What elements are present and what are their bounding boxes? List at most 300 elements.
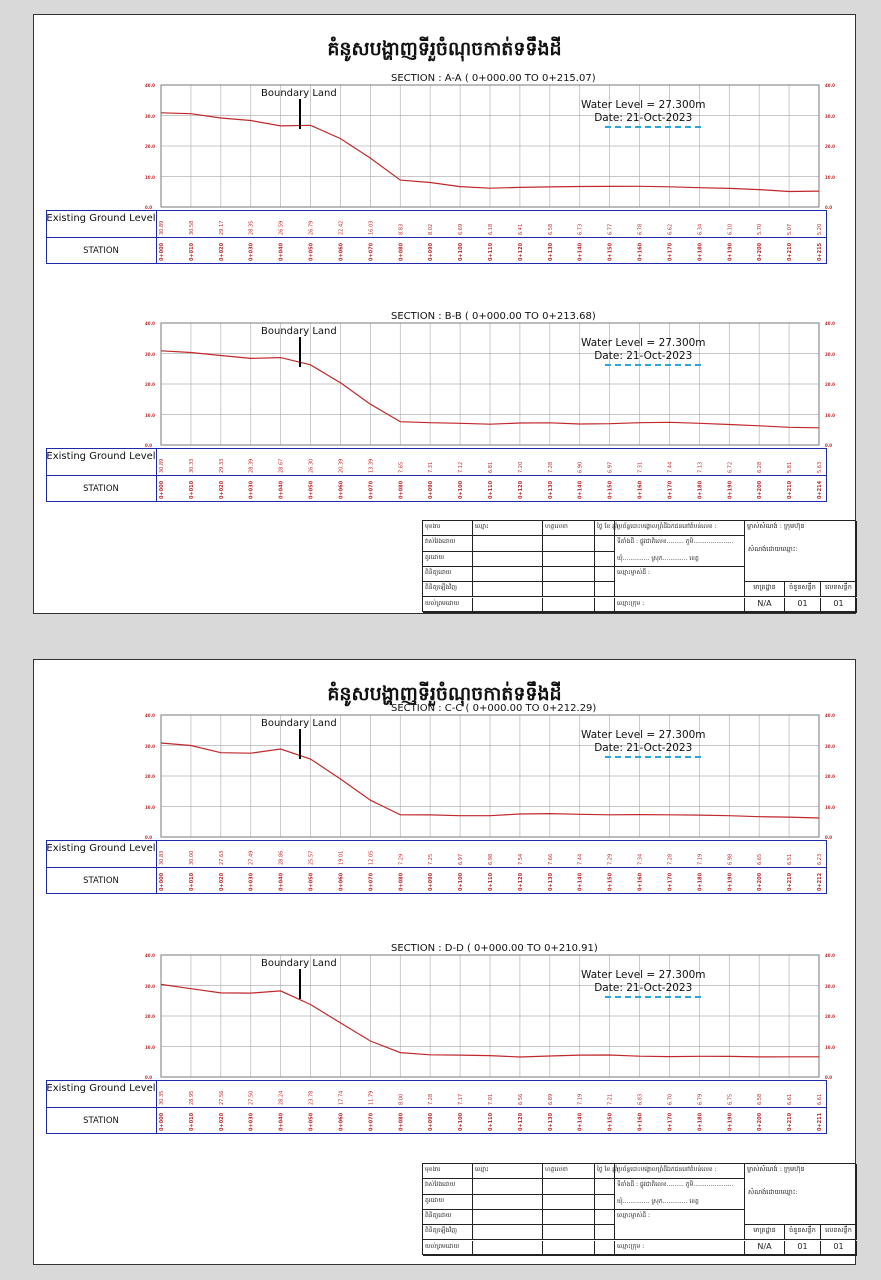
water-level-date: Date: 21-Oct-2023	[594, 350, 693, 362]
station-value: 0+210	[787, 480, 794, 499]
water-level-text: Water Level = 27.300m	[581, 99, 706, 111]
station-value: 0+060	[338, 1112, 345, 1131]
ground-level-row-label: Existing Ground Level	[46, 451, 156, 462]
drawing-sheet	[33, 14, 856, 614]
station-value: 0+110	[488, 242, 494, 261]
y-tick-label: 0.0	[825, 835, 833, 840]
title-block-owner: ម្ចាស់សំណង់ : ក្រុមហ៊ុន	[745, 521, 857, 582]
ground-level-value: 6.97	[607, 461, 614, 473]
title-block-design: សំណង់ដោយឈ្មោះ:	[748, 1188, 798, 1196]
water-level-note	[581, 729, 706, 755]
title-block-cell: ថ្ងៃ ខែ ឆ្នាំ	[595, 1164, 615, 1179]
title-block-cell	[595, 598, 615, 613]
station-value: 0+030	[248, 1112, 255, 1131]
title-block-cell	[473, 1210, 543, 1225]
title-block-survey-name: ឈ្មោះក្រុម :	[615, 1241, 745, 1256]
ground-level-value: 6.41	[517, 223, 524, 235]
ground-level-value: 30.00	[188, 850, 195, 865]
y-tick-label: 40.0	[145, 953, 155, 958]
ground-level-value: 27.63	[218, 850, 225, 865]
ground-level-value: 5.07	[787, 223, 794, 235]
row-label-separator	[156, 840, 157, 894]
title-block-owner: ម្ចាស់សំណង់ : ក្រុមហ៊ុន	[745, 1164, 857, 1225]
ground-level-value: 6.10	[727, 223, 734, 235]
station-value: 0+090	[428, 242, 435, 261]
boundary-land-marker	[299, 729, 301, 759]
title-block-row-label: គូរដោយ	[423, 552, 473, 567]
ground-level-value: 26.59	[278, 220, 285, 235]
station-value: 0+160	[637, 480, 644, 499]
water-level-dash	[605, 126, 701, 128]
title-block-row-label: យល់ព្រមដោយ	[423, 1241, 473, 1256]
station-value: 0+010	[188, 242, 195, 261]
y-tick-label: 20.0	[825, 774, 835, 779]
y-tick-label: 10.0	[145, 412, 155, 418]
y-tick-label: 20.0	[145, 144, 155, 149]
title-block-cell	[543, 582, 595, 597]
sheet-title: គំនូសបង្ហាញទីរួចំណុចកាត់ទទឹងដី	[327, 38, 562, 60]
y-tick-label: 0.0	[145, 443, 153, 448]
ground-level-value: 27.49	[248, 850, 255, 865]
ground-level-value: 7.17	[458, 1093, 465, 1105]
title-block-cell: ថ្ងៃ ខែ ឆ្នាំ	[595, 521, 615, 536]
boundary-land-label: Boundary Land	[261, 88, 337, 99]
ground-level-value: 17.74	[338, 1090, 345, 1105]
title-block-header: មាត្រដ្ឋាន	[745, 582, 785, 597]
ground-level-value: 7.29	[607, 853, 614, 865]
water-level-text: Water Level = 27.300m	[581, 337, 706, 349]
station-value: 0+020	[218, 872, 225, 891]
y-tick-label: 30.0	[145, 351, 155, 357]
station-value: 0+215	[817, 242, 823, 261]
ground-level-value: 6.89	[547, 1093, 554, 1105]
title-block-cell	[595, 1195, 615, 1210]
station-value: 0+170	[667, 242, 674, 261]
water-level-note	[581, 969, 706, 995]
station-value: 0+180	[697, 480, 704, 499]
station-value: 0+190	[727, 480, 734, 499]
station-value: 0+130	[547, 1112, 554, 1131]
title-block-value: 01	[785, 598, 821, 613]
water-level-date: Date: 21-Oct-2023	[594, 982, 693, 994]
station-value: 0+150	[607, 872, 614, 891]
ground-level-value: 13.39	[368, 458, 375, 473]
y-tick-label: 20.0	[825, 382, 835, 387]
station-value: 0+160	[637, 242, 644, 261]
section-profile-chart	[161, 715, 819, 837]
title-block-cell	[595, 1225, 615, 1240]
ground-level-value: 26.79	[308, 220, 315, 235]
station-value: 0+000	[159, 1112, 165, 1131]
station-value: 0+030	[248, 872, 255, 891]
ground-level-value: 28.24	[278, 1090, 285, 1105]
title-block-cell	[543, 1195, 595, 1210]
ground-level-value: 22.42	[338, 220, 345, 235]
title-block-cell	[595, 1241, 615, 1256]
title-block-row-label: មុខងារ	[423, 521, 473, 536]
title-block-cell	[595, 1210, 615, 1225]
ground-level-value: 6.73	[577, 223, 584, 235]
ground-level-value: 6.81	[488, 461, 494, 473]
section-title: SECTION : C-C ( 0+000.00 TO 0+212.29)	[391, 703, 597, 714]
ground-level-value: 6.98	[488, 853, 494, 865]
sheet-title: គំនូសបង្ហាញទីរួចំណុចកាត់ទទឹងដី	[327, 683, 562, 705]
title-block-cell	[473, 1241, 543, 1256]
title-block-value: 01	[821, 598, 857, 613]
ground-level-value: 8.83	[398, 223, 405, 235]
station-value: 0+000	[159, 872, 165, 891]
title-block-location2: ឃុំ.............. ស្រុក............. ខេត្ត	[617, 554, 699, 562]
ground-level-value: 23.78	[308, 1090, 315, 1105]
y-tick-label: 20.0	[825, 144, 835, 149]
ground-level-value: 7.28	[667, 853, 674, 865]
ground-level-value: 7.34	[637, 853, 644, 865]
y-tick-label: 30.0	[145, 983, 155, 989]
station-value: 0+090	[428, 872, 435, 891]
ground-level-value: 7.19	[697, 853, 704, 865]
title-block-cell	[543, 1241, 595, 1256]
ground-level-value: 6.79	[697, 1093, 704, 1105]
title-block-value: N/A	[745, 598, 785, 613]
ground-level-value: 7.44	[577, 853, 584, 865]
ground-level-value: 6.62	[667, 223, 674, 235]
station-value: 0+100	[458, 872, 465, 891]
station-value: 0+100	[458, 1112, 465, 1131]
ground-level-value: 7.65	[398, 461, 405, 473]
title-block	[422, 1163, 856, 1255]
title-block-cell	[543, 1179, 595, 1194]
title-block-cell	[473, 1179, 543, 1194]
ground-level-value: 30.83	[159, 850, 165, 865]
title-block-project: ប្រព័ន្ធបោះបង្គោលព្រំដីឯកជននៅតំបន់លេខ :	[615, 521, 745, 536]
boundary-land-label: Boundary Land	[261, 718, 337, 729]
ground-level-value: 28.67	[278, 458, 285, 473]
title-block-cell	[473, 552, 543, 567]
ground-level-value: 26.30	[308, 458, 315, 473]
station-value: 0+080	[398, 480, 405, 499]
ground-level-value: 7.54	[517, 853, 524, 865]
station-value: 0+140	[577, 872, 584, 891]
ground-level-value: 8.02	[428, 223, 435, 235]
ground-level-value: 6.28	[757, 461, 764, 473]
water-level-text: Water Level = 27.300m	[581, 969, 706, 981]
ground-level-value: 6.70	[667, 1093, 674, 1105]
station-value: 0+160	[637, 872, 644, 891]
station-row-label: STATION	[83, 1116, 119, 1126]
y-tick-label: 0.0	[825, 443, 833, 448]
station-value: 0+070	[368, 242, 375, 261]
ground-level-value: 19.01	[338, 850, 345, 865]
section-profile-chart	[161, 955, 819, 1077]
title-block-cell	[595, 582, 615, 597]
station-value: 0+050	[308, 872, 315, 891]
y-tick-label: 0.0	[825, 1075, 833, 1080]
y-tick-label: 40.0	[825, 713, 835, 718]
title-block-location2: ឃុំ.............. ស្រុក............. ខេត្ត	[617, 1197, 699, 1205]
title-block-cell	[595, 552, 615, 567]
station-value: 0+050	[308, 480, 315, 499]
title-block	[422, 520, 856, 612]
station-value: 0+110	[488, 480, 494, 499]
y-tick-label: 30.0	[145, 113, 155, 119]
station-value: 0+180	[697, 872, 704, 891]
ground-level-value: 5.63	[817, 461, 823, 473]
station-value: 0+080	[398, 242, 405, 261]
ground-level-value: 5.70	[757, 223, 764, 235]
title-block-project: ប្រព័ន្ធបោះបង្គោលព្រំដីឯកជននៅតំបន់លេខ :	[615, 1164, 745, 1179]
station-value: 0+180	[697, 1112, 704, 1131]
title-block-row-label: ពិនិត្យដោយ	[423, 1210, 473, 1225]
station-value: 0+200	[757, 872, 764, 891]
station-value: 0+100	[458, 242, 465, 261]
ground-level-value: 6.77	[607, 223, 614, 235]
row-label-separator	[156, 448, 157, 502]
ground-level-value: 12.05	[368, 850, 375, 865]
ground-level-value: 6.58	[757, 1093, 764, 1105]
ground-level-value: 7.12	[458, 461, 465, 473]
ground-level-value: 6.61	[787, 1093, 794, 1105]
station-value: 0+000	[159, 480, 165, 499]
section-title: SECTION : D-D ( 0+000.00 TO 0+210.91)	[391, 943, 598, 954]
y-tick-label: 20.0	[145, 382, 155, 387]
station-value: 0+214	[817, 480, 823, 499]
ground-level-value: 25.57	[308, 850, 315, 865]
ground-level-value: 30.89	[159, 458, 165, 473]
y-tick-label: 40.0	[145, 83, 155, 88]
ground-level-value: 7.28	[547, 461, 554, 473]
station-value: 0+040	[278, 872, 285, 891]
boundary-land-label: Boundary Land	[261, 958, 337, 969]
ground-level-value: 27.50	[248, 1090, 255, 1105]
title-block-value: 01	[785, 1241, 821, 1256]
title-block-header: ចំនួនសន្លឹក	[785, 1225, 821, 1240]
station-value: 0+200	[757, 1112, 764, 1131]
water-level-note	[581, 337, 706, 363]
station-value: 0+150	[607, 242, 614, 261]
station-value: 0+170	[667, 1112, 674, 1131]
ground-level-row-label: Existing Ground Level	[46, 1083, 156, 1094]
ground-level-value: 29.33	[218, 458, 225, 473]
y-tick-label: 30.0	[825, 351, 835, 357]
station-value: 0+160	[637, 1112, 644, 1131]
y-tick-label: 30.0	[825, 743, 835, 749]
station-value: 0+140	[577, 242, 584, 261]
title-block-cell	[543, 552, 595, 567]
station-value: 0+120	[517, 480, 524, 499]
ground-level-value: 7.25	[428, 853, 435, 865]
row-values	[161, 210, 839, 265]
ground-level-value: 5.20	[817, 223, 823, 235]
title-block-cell	[615, 582, 745, 597]
station-value: 0+060	[338, 242, 345, 261]
station-value: 0+130	[547, 480, 554, 499]
row-values	[161, 1080, 839, 1135]
station-row-label: STATION	[83, 876, 119, 886]
title-block-cell: ឈ្មោះ	[473, 521, 543, 536]
station-value: 0+170	[667, 480, 674, 499]
ground-level-row-label: Existing Ground Level	[46, 843, 156, 854]
station-value: 0+211	[817, 1112, 823, 1131]
station-value: 0+120	[517, 242, 524, 261]
title-block-cell	[595, 536, 615, 551]
section-title: SECTION : A-A ( 0+000.00 TO 0+215.07)	[391, 73, 596, 84]
station-value: 0+070	[368, 872, 375, 891]
title-block-header: លេខសន្លឹក	[821, 1225, 857, 1240]
row-label-separator	[156, 1080, 157, 1134]
ground-level-value: 7.66	[547, 853, 554, 865]
ground-level-value: 6.23	[817, 853, 823, 865]
station-value: 0+200	[757, 242, 764, 261]
ground-level-value: 8.00	[398, 1093, 405, 1105]
title-block-row-label: គូរដោយ	[423, 1195, 473, 1210]
title-block-cell	[473, 582, 543, 597]
y-tick-label: 40.0	[825, 321, 835, 326]
station-row-label: STATION	[83, 484, 119, 494]
ground-level-row-label: Existing Ground Level	[46, 213, 156, 224]
station-value: 0+010	[188, 872, 195, 891]
ground-level-value: 6.98	[727, 853, 734, 865]
title-block-cell: ហត្ថលេខា	[543, 1164, 595, 1179]
y-tick-label: 40.0	[825, 83, 835, 88]
title-block-cell	[473, 536, 543, 551]
station-value: 0+050	[308, 242, 315, 261]
station-value: 0+120	[517, 872, 524, 891]
ground-level-value: 6.65	[757, 853, 764, 865]
y-tick-label: 10.0	[825, 804, 835, 810]
drawing-sheet	[33, 659, 856, 1265]
ground-level-value: 6.83	[637, 1093, 644, 1105]
station-value: 0+180	[697, 242, 704, 261]
ground-level-value: 30.58	[188, 220, 195, 235]
ground-level-value: 6.61	[817, 1093, 823, 1105]
title-block-cell	[543, 536, 595, 551]
water-level-text: Water Level = 27.300m	[581, 729, 706, 741]
ground-level-value: 29.17	[218, 220, 225, 235]
station-value: 0+190	[727, 1112, 734, 1131]
ground-level-value: 6.69	[458, 223, 465, 235]
ground-level-value: 28.86	[278, 850, 285, 865]
title-block-header: លេខសន្លឹក	[821, 582, 857, 597]
boundary-land-marker	[299, 99, 301, 129]
title-block-value: N/A	[745, 1241, 785, 1256]
title-block-location1: ទីតាំងដី : ផ្លូវជាតិលេខ......... ភូមិ.....................	[615, 536, 745, 567]
title-block-location1: ទីតាំងដី : ផ្លូវជាតិលេខ......... ភូមិ.....................	[615, 1179, 745, 1210]
title-block-cell	[473, 567, 543, 582]
ground-level-value: 6.34	[697, 223, 704, 235]
title-block-row-label: ពិនិត្យឡើងវិញ	[423, 582, 473, 597]
water-level-date: Date: 21-Oct-2023	[594, 742, 693, 754]
station-value: 0+110	[488, 1112, 494, 1131]
station-value: 0+200	[757, 480, 764, 499]
y-tick-label: 40.0	[145, 321, 155, 326]
title-block-cell	[473, 1225, 543, 1240]
title-block-row-label: ពិនិត្យឡើងវិញ	[423, 1225, 473, 1240]
title-block-cell	[543, 567, 595, 582]
ground-level-value: 6.51	[787, 853, 794, 865]
ground-level-value: 28.95	[188, 1090, 195, 1105]
ground-level-value: 6.58	[547, 223, 554, 235]
boundary-land-marker	[299, 969, 301, 999]
ground-level-value: 7.31	[428, 461, 435, 473]
title-block-cell	[615, 1225, 745, 1240]
ground-level-value: 5.81	[787, 461, 794, 473]
ground-level-value: 7.28	[428, 1093, 435, 1105]
title-block-row-label: យល់ព្រមដោយ	[423, 598, 473, 613]
station-value: 0+212	[817, 872, 823, 891]
station-value: 0+090	[428, 1112, 435, 1131]
ground-level-value: 27.56	[218, 1090, 225, 1105]
water-level-dash	[605, 364, 701, 366]
ground-level-value: 20.39	[338, 458, 345, 473]
station-value: 0+010	[188, 480, 195, 499]
ground-level-value: 7.31	[637, 461, 644, 473]
station-value: 0+070	[368, 480, 375, 499]
water-level-date: Date: 21-Oct-2023	[594, 112, 693, 124]
ground-level-value: 6.72	[727, 461, 734, 473]
station-value: 0+080	[398, 1112, 405, 1131]
y-tick-label: 20.0	[145, 1014, 155, 1019]
y-tick-label: 40.0	[825, 953, 835, 958]
title-block-value: 01	[821, 1241, 857, 1256]
title-block-cell	[543, 598, 595, 613]
y-tick-label: 0.0	[825, 205, 833, 210]
station-value: 0+040	[278, 480, 285, 499]
station-value: 0+140	[577, 480, 584, 499]
water-level-note	[581, 99, 706, 125]
section-profile-chart	[161, 85, 819, 207]
station-value: 0+020	[218, 480, 225, 499]
y-tick-label: 20.0	[825, 1014, 835, 1019]
y-tick-label: 30.0	[825, 113, 835, 119]
y-tick-label: 40.0	[145, 713, 155, 718]
water-level-dash	[605, 756, 701, 758]
ground-level-value: 11.79	[368, 1090, 375, 1105]
title-block-design: សំណង់ដោយឈ្មោះ:	[748, 545, 798, 553]
title-block-cell: ឈ្មោះ	[473, 1164, 543, 1179]
row-values	[161, 448, 839, 503]
ground-level-value: 28.35	[248, 220, 255, 235]
station-value: 0+000	[159, 242, 165, 261]
title-block-cell	[595, 1179, 615, 1194]
ground-level-value: 7.19	[577, 1093, 584, 1105]
station-value: 0+190	[727, 872, 734, 891]
y-tick-label: 10.0	[825, 1044, 835, 1050]
ground-level-value: 6.97	[458, 853, 465, 865]
station-value: 0+190	[727, 242, 734, 261]
title-block-row-label: វាស់វែងដោយ	[423, 1179, 473, 1194]
station-value: 0+130	[547, 242, 554, 261]
ground-level-value: 6.78	[637, 223, 644, 235]
y-tick-label: 10.0	[145, 1044, 155, 1050]
title-block-cell	[473, 598, 543, 613]
section-profile-chart	[161, 323, 819, 445]
ground-level-value: 6.90	[577, 461, 584, 473]
title-block-cell	[543, 1210, 595, 1225]
station-value: 0+060	[338, 872, 345, 891]
station-value: 0+050	[308, 1112, 315, 1131]
ground-level-value: 6.75	[727, 1093, 734, 1105]
y-tick-label: 10.0	[145, 174, 155, 180]
title-block-row-label: វាស់វែងដោយ	[423, 536, 473, 551]
title-block-cell	[473, 1195, 543, 1210]
station-value: 0+030	[248, 480, 255, 499]
station-value: 0+040	[278, 242, 285, 261]
station-value: 0+010	[188, 1112, 195, 1131]
row-values	[161, 840, 839, 895]
station-value: 0+150	[607, 480, 614, 499]
title-block-row-label: មុខងារ	[423, 1164, 473, 1179]
boundary-land-label: Boundary Land	[261, 326, 337, 337]
